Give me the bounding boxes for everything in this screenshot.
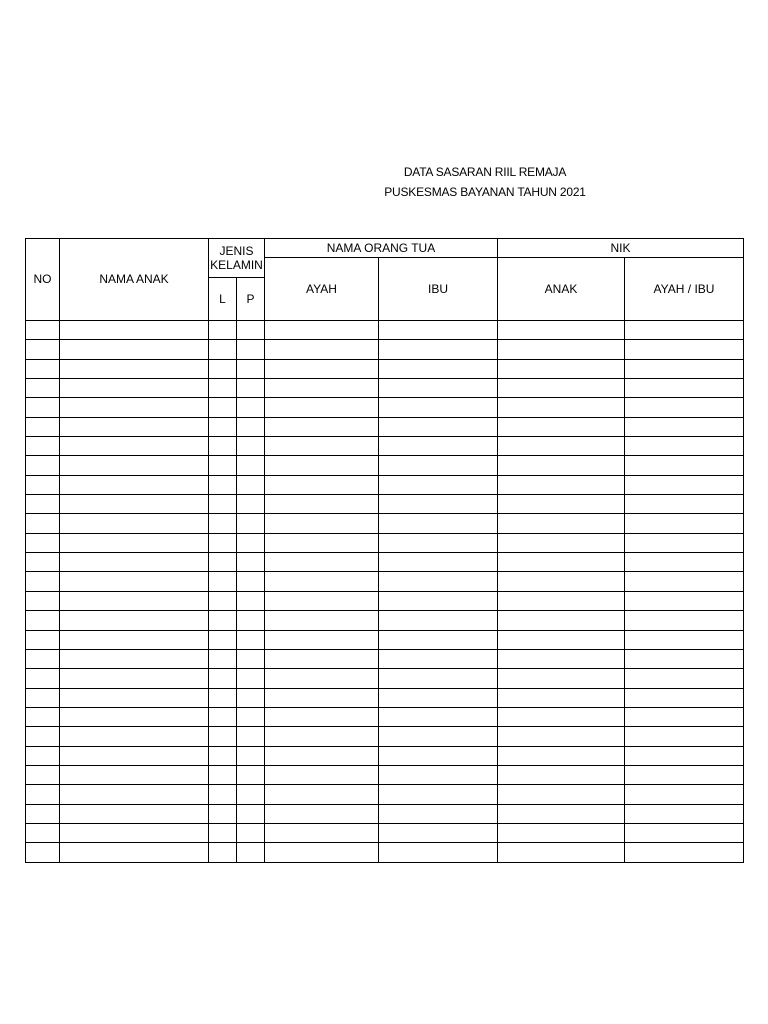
cell-l <box>209 437 237 456</box>
cell-ayah <box>265 553 379 572</box>
header-p: P <box>237 278 265 321</box>
cell-ayah <box>265 379 379 398</box>
cell-nama-anak <box>60 475 209 494</box>
cell-p <box>237 688 265 707</box>
table-row <box>26 688 744 707</box>
cell-no <box>26 417 60 436</box>
cell-nik-ayah-ibu <box>625 398 744 417</box>
cell-nik-anak <box>498 437 625 456</box>
cell-ibu <box>379 321 498 340</box>
cell-ibu <box>379 437 498 456</box>
cell-ayah <box>265 572 379 591</box>
title-line-2: PUSKESMAS BAYANAN TAHUN 2021 <box>384 185 586 199</box>
cell-nama-anak <box>60 804 209 823</box>
cell-no <box>26 630 60 649</box>
cell-ibu <box>379 765 498 784</box>
cell-p <box>237 727 265 746</box>
cell-nik-anak <box>498 765 625 784</box>
table-row <box>26 707 744 726</box>
cell-nama-anak <box>60 379 209 398</box>
cell-l <box>209 379 237 398</box>
cell-ayah <box>265 727 379 746</box>
cell-p <box>237 707 265 726</box>
table-row <box>26 340 744 359</box>
cell-nik-anak <box>498 746 625 765</box>
cell-no <box>26 379 60 398</box>
cell-nik-anak <box>498 707 625 726</box>
cell-l <box>209 456 237 475</box>
header-nik-ayah-ibu: AYAH / IBU <box>625 258 744 321</box>
cell-ibu <box>379 843 498 862</box>
table-row <box>26 611 744 630</box>
cell-nik-ayah-ibu <box>625 727 744 746</box>
cell-l <box>209 417 237 436</box>
cell-l <box>209 688 237 707</box>
cell-ibu <box>379 649 498 668</box>
cell-p <box>237 630 265 649</box>
cell-ibu <box>379 417 498 436</box>
cell-l <box>209 340 237 359</box>
cell-nik-ayah-ibu <box>625 553 744 572</box>
cell-ibu <box>379 785 498 804</box>
cell-nik-ayah-ibu <box>625 475 744 494</box>
cell-p <box>237 417 265 436</box>
table-row <box>26 843 744 862</box>
cell-ibu <box>379 514 498 533</box>
cell-l <box>209 746 237 765</box>
cell-no <box>26 340 60 359</box>
table-row <box>26 437 744 456</box>
cell-nik-anak <box>498 417 625 436</box>
cell-p <box>237 611 265 630</box>
table-row <box>26 456 744 475</box>
table-header <box>26 239 744 321</box>
cell-nik-anak <box>498 611 625 630</box>
cell-no <box>26 572 60 591</box>
cell-ibu <box>379 572 498 591</box>
cell-nik-anak <box>498 688 625 707</box>
cell-nama-anak <box>60 572 209 591</box>
cell-nama-anak <box>60 321 209 340</box>
cell-ibu <box>379 669 498 688</box>
cell-nama-anak <box>60 785 209 804</box>
cell-ayah <box>265 437 379 456</box>
cell-no <box>26 785 60 804</box>
cell-nik-ayah-ibu <box>625 746 744 765</box>
cell-nik-anak <box>498 553 625 572</box>
cell-nik-ayah-ibu <box>625 437 744 456</box>
cell-nik-ayah-ibu <box>625 417 744 436</box>
cell-l <box>209 823 237 842</box>
table-row <box>26 630 744 649</box>
table-row <box>26 379 744 398</box>
cell-p <box>237 359 265 378</box>
cell-nik-ayah-ibu <box>625 630 744 649</box>
cell-p <box>237 514 265 533</box>
cell-nik-anak <box>498 379 625 398</box>
cell-nik-ayah-ibu <box>625 591 744 610</box>
cell-ibu <box>379 746 498 765</box>
cell-l <box>209 843 237 862</box>
cell-p <box>237 843 265 862</box>
header-ayah: AYAH <box>265 258 379 321</box>
cell-l <box>209 765 237 784</box>
cell-l <box>209 475 237 494</box>
cell-ayah <box>265 785 379 804</box>
cell-nik-ayah-ibu <box>625 321 744 340</box>
cell-nik-anak <box>498 823 625 842</box>
cell-l <box>209 591 237 610</box>
cell-ibu <box>379 340 498 359</box>
table-row <box>26 533 744 552</box>
document-title <box>300 162 670 202</box>
table-row <box>26 785 744 804</box>
cell-no <box>26 437 60 456</box>
cell-l <box>209 727 237 746</box>
cell-nik-anak <box>498 591 625 610</box>
cell-ayah <box>265 514 379 533</box>
cell-nik-ayah-ibu <box>625 456 744 475</box>
cell-nama-anak <box>60 746 209 765</box>
cell-p <box>237 495 265 514</box>
cell-l <box>209 611 237 630</box>
table-row <box>26 359 744 378</box>
cell-ayah <box>265 456 379 475</box>
table-row <box>26 398 744 417</box>
cell-ayah <box>265 359 379 378</box>
cell-nik-ayah-ibu <box>625 649 744 668</box>
cell-ayah <box>265 591 379 610</box>
cell-ayah <box>265 630 379 649</box>
table-row <box>26 823 744 842</box>
cell-p <box>237 572 265 591</box>
cell-l <box>209 533 237 552</box>
cell-nik-ayah-ibu <box>625 688 744 707</box>
cell-nama-anak <box>60 340 209 359</box>
cell-nama-anak <box>60 514 209 533</box>
cell-no <box>26 553 60 572</box>
table-row <box>26 475 744 494</box>
cell-no <box>26 475 60 494</box>
cell-nik-ayah-ibu <box>625 843 744 862</box>
cell-nama-anak <box>60 688 209 707</box>
cell-nik-ayah-ibu <box>625 379 744 398</box>
cell-nama-anak <box>60 533 209 552</box>
cell-nama-anak <box>60 630 209 649</box>
cell-nik-ayah-ibu <box>625 765 744 784</box>
cell-nama-anak <box>60 495 209 514</box>
cell-p <box>237 746 265 765</box>
cell-ayah <box>265 707 379 726</box>
cell-nik-anak <box>498 533 625 552</box>
cell-ibu <box>379 707 498 726</box>
cell-ayah <box>265 823 379 842</box>
cell-nik-ayah-ibu <box>625 572 744 591</box>
table-row <box>26 727 744 746</box>
cell-nama-anak <box>60 417 209 436</box>
table-row <box>26 417 744 436</box>
cell-nama-anak <box>60 359 209 378</box>
cell-no <box>26 456 60 475</box>
cell-p <box>237 340 265 359</box>
cell-l <box>209 669 237 688</box>
cell-no <box>26 669 60 688</box>
cell-nama-anak <box>60 765 209 784</box>
cell-nik-anak <box>498 669 625 688</box>
cell-l <box>209 649 237 668</box>
cell-l <box>209 707 237 726</box>
header-jenis-kelamin <box>209 239 265 278</box>
cell-ibu <box>379 398 498 417</box>
cell-nama-anak <box>60 553 209 572</box>
cell-nama-anak <box>60 437 209 456</box>
cell-l <box>209 495 237 514</box>
cell-nik-ayah-ibu <box>625 669 744 688</box>
cell-ibu <box>379 688 498 707</box>
cell-nama-anak <box>60 591 209 610</box>
cell-nama-anak <box>60 707 209 726</box>
cell-p <box>237 533 265 552</box>
cell-ibu <box>379 495 498 514</box>
cell-ibu <box>379 533 498 552</box>
cell-ayah <box>265 843 379 862</box>
cell-no <box>26 746 60 765</box>
header-jenis-kelamin-line2: KELAMIN <box>210 258 263 272</box>
cell-p <box>237 398 265 417</box>
cell-ayah <box>265 495 379 514</box>
cell-ibu <box>379 630 498 649</box>
cell-p <box>237 475 265 494</box>
cell-nik-anak <box>498 804 625 823</box>
cell-ibu <box>379 727 498 746</box>
cell-nik-anak <box>498 359 625 378</box>
cell-l <box>209 804 237 823</box>
cell-ibu <box>379 553 498 572</box>
cell-p <box>237 379 265 398</box>
cell-ayah <box>265 475 379 494</box>
cell-no <box>26 533 60 552</box>
cell-ibu <box>379 456 498 475</box>
cell-p <box>237 823 265 842</box>
cell-ibu <box>379 804 498 823</box>
table-row <box>26 591 744 610</box>
cell-ayah <box>265 321 379 340</box>
cell-no <box>26 611 60 630</box>
cell-nama-anak <box>60 649 209 668</box>
table-row <box>26 495 744 514</box>
cell-nik-anak <box>498 785 625 804</box>
header-l: L <box>209 278 237 321</box>
cell-ayah <box>265 688 379 707</box>
cell-l <box>209 321 237 340</box>
cell-nama-anak <box>60 611 209 630</box>
cell-ibu <box>379 611 498 630</box>
cell-ayah <box>265 669 379 688</box>
cell-nama-anak <box>60 823 209 842</box>
cell-no <box>26 359 60 378</box>
table-row <box>26 765 744 784</box>
cell-nama-anak <box>60 669 209 688</box>
data-table <box>25 238 744 863</box>
cell-no <box>26 707 60 726</box>
cell-p <box>237 765 265 784</box>
cell-p <box>237 669 265 688</box>
cell-nik-anak <box>498 321 625 340</box>
cell-no <box>26 727 60 746</box>
cell-no <box>26 495 60 514</box>
cell-nik-anak <box>498 340 625 359</box>
cell-ayah <box>265 649 379 668</box>
table-body <box>26 321 744 863</box>
cell-l <box>209 514 237 533</box>
cell-nik-anak <box>498 843 625 862</box>
header-nik-anak: ANAK <box>498 258 625 321</box>
cell-nik-ayah-ibu <box>625 340 744 359</box>
cell-nik-anak <box>498 649 625 668</box>
cell-nama-anak <box>60 456 209 475</box>
cell-p <box>237 437 265 456</box>
cell-ayah <box>265 804 379 823</box>
cell-ibu <box>379 823 498 842</box>
cell-nama-anak <box>60 398 209 417</box>
header-ibu: IBU <box>379 258 498 321</box>
cell-nik-anak <box>498 475 625 494</box>
cell-p <box>237 553 265 572</box>
table-row <box>26 746 744 765</box>
cell-no <box>26 843 60 862</box>
cell-nik-ayah-ibu <box>625 359 744 378</box>
cell-nama-anak <box>60 727 209 746</box>
cell-ibu <box>379 591 498 610</box>
cell-nik-anak <box>498 398 625 417</box>
title-line-1: DATA SASARAN RIIL REMAJA <box>403 165 567 179</box>
cell-ayah <box>265 340 379 359</box>
table-row <box>26 669 744 688</box>
cell-l <box>209 359 237 378</box>
cell-nik-ayah-ibu <box>625 804 744 823</box>
cell-p <box>237 785 265 804</box>
cell-ayah <box>265 765 379 784</box>
cell-nik-anak <box>498 572 625 591</box>
cell-l <box>209 398 237 417</box>
cell-l <box>209 572 237 591</box>
cell-l <box>209 630 237 649</box>
cell-p <box>237 804 265 823</box>
cell-nik-ayah-ibu <box>625 533 744 552</box>
cell-ayah <box>265 417 379 436</box>
table-row <box>26 553 744 572</box>
header-jenis-kelamin-line1: JENIS <box>219 244 254 258</box>
cell-no <box>26 398 60 417</box>
cell-no <box>26 591 60 610</box>
cell-nik-ayah-ibu <box>625 707 744 726</box>
cell-ayah <box>265 746 379 765</box>
cell-p <box>237 321 265 340</box>
cell-nik-ayah-ibu <box>625 611 744 630</box>
cell-ibu <box>379 359 498 378</box>
table-row <box>26 514 744 533</box>
cell-nik-anak <box>498 727 625 746</box>
cell-nik-ayah-ibu <box>625 514 744 533</box>
cell-no <box>26 823 60 842</box>
cell-no <box>26 804 60 823</box>
cell-no <box>26 321 60 340</box>
cell-ayah <box>265 398 379 417</box>
cell-ibu <box>379 475 498 494</box>
cell-nik-anak <box>498 495 625 514</box>
header-no: NO <box>26 239 60 321</box>
header-nama-anak: NAMA ANAK <box>60 239 209 321</box>
cell-nik-ayah-ibu <box>625 785 744 804</box>
cell-ibu <box>379 379 498 398</box>
cell-p <box>237 649 265 668</box>
cell-nik-ayah-ibu <box>625 495 744 514</box>
cell-nik-anak <box>498 630 625 649</box>
table-row <box>26 649 744 668</box>
cell-p <box>237 456 265 475</box>
cell-no <box>26 649 60 668</box>
cell-l <box>209 785 237 804</box>
cell-nik-ayah-ibu <box>625 823 744 842</box>
cell-l <box>209 553 237 572</box>
cell-no <box>26 765 60 784</box>
table-row <box>26 321 744 340</box>
cell-p <box>237 591 265 610</box>
cell-no <box>26 688 60 707</box>
table-row <box>26 572 744 591</box>
cell-ayah <box>265 611 379 630</box>
cell-no <box>26 514 60 533</box>
header-nama-orang-tua: NAMA ORANG TUA <box>265 239 498 258</box>
cell-nik-anak <box>498 456 625 475</box>
cell-nik-anak <box>498 514 625 533</box>
cell-ayah <box>265 533 379 552</box>
table-row <box>26 804 744 823</box>
cell-nama-anak <box>60 843 209 862</box>
header-nik: NIK <box>498 239 744 258</box>
